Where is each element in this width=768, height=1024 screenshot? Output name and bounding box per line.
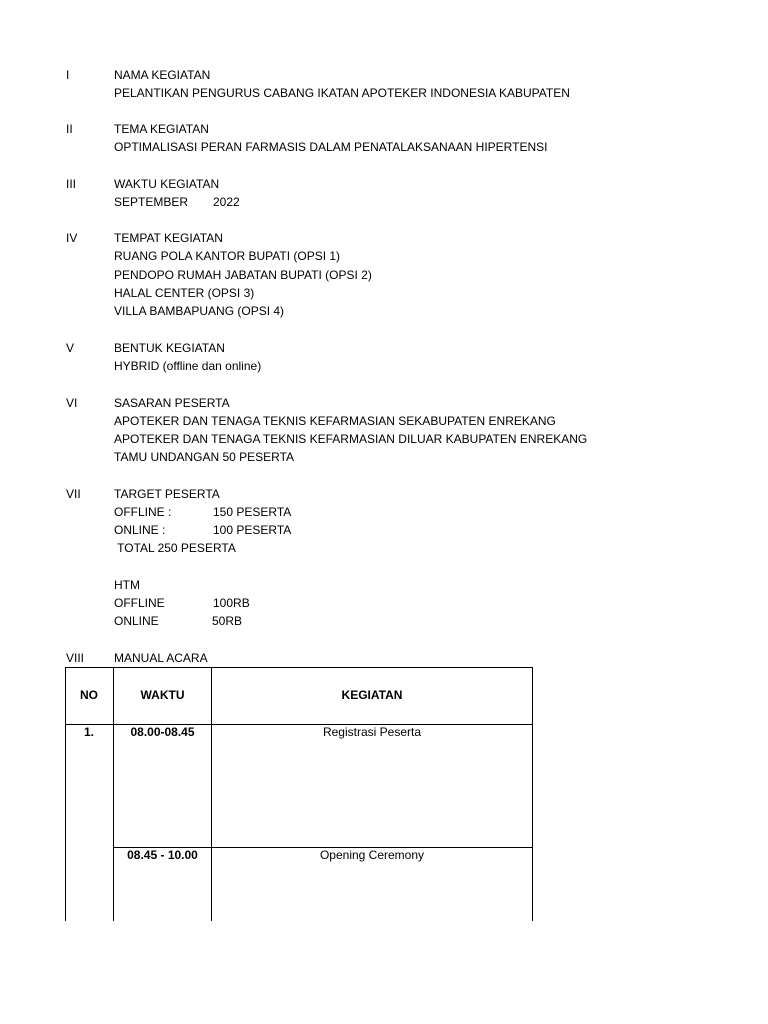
event-month: SEPTEMBER [114,195,189,209]
row-activity: Registrasi Peserta [322,725,422,739]
section-heading: NAMA KEGIATAN [114,68,211,82]
table-column-divider [113,667,114,921]
section-line: TAMU UNDANGAN 50 PESERTA [114,450,295,464]
section-heading: MANUAL ACARA [114,651,208,665]
section-heading: TEMA KEGIATAN [114,122,209,136]
htm-online-value: 50RB [212,614,243,628]
section-heading: WAKTU KEGIATAN [114,177,220,191]
header-no: NO [80,688,98,702]
row-time: 08.45 - 10.00 [127,848,198,862]
section-line: OPTIMALISASI PERAN FARMASIS DALAM PENATALAKSANAAN HIPERTENSI [114,140,548,154]
offline-value: 150 PESERTA [213,505,292,519]
online-label: ONLINE : [114,523,166,537]
venue-option: RUANG POLA KANTOR BUPATI (OPSI 1) [114,249,341,263]
section-numeral: IV [66,231,78,245]
section-heading: TEMPAT KEGIATAN [114,231,223,245]
online-value: 100 PESERTA [213,523,292,537]
schedule-table [65,667,533,921]
table-column-divider [211,667,212,921]
section-numeral: III [66,177,77,191]
htm-heading: HTM [114,578,140,592]
htm-offline-label: OFFLINE [114,596,165,610]
header-waktu: WAKTU [140,688,185,702]
section-numeral: VIII [66,651,85,665]
section-line: APOTEKER DAN TENAGA TEKNIS KEFARMASIAN DILUAR KABUPATEN ENREKANG [114,432,588,446]
venue-option: HALAL CENTER (OPSI 3) [114,286,255,300]
section-numeral: V [66,341,75,355]
htm-online-label: ONLINE [114,614,159,628]
section-line: APOTEKER DAN TENAGA TEKNIS KEFARMASIAN SEKABUPATEN ENREKANG [114,414,556,428]
section-heading: TARGET PESERTA [114,487,220,501]
venue-option: PENDOPO RUMAH JABATAN BUPATI (OPSI 2) [114,268,372,282]
section-line: HYBRID (offline dan online) [114,359,262,373]
table-border [65,667,66,921]
table-border [532,667,533,921]
section-numeral: I [66,68,70,82]
header-kegiatan: KEGIATAN [341,688,403,702]
section-numeral: VII [66,487,81,501]
section-numeral: II [66,122,73,136]
section-line: PELANTIKAN PENGURUS CABANG IKATAN APOTEKER INDONESIA KABUPATEN [114,86,570,100]
row-number: 1. [83,725,94,739]
section-heading: BENTUK KEGIATAN [114,341,225,355]
table-border [65,667,533,668]
offline-label: OFFLINE : [114,505,172,519]
venue-option: VILLA BAMBAPUANG (OPSI 4) [114,304,285,318]
htm-offline-value: 100RB [213,596,250,610]
event-year: 2022 [213,195,240,209]
row-time: 08.00-08.45 [130,725,195,739]
total-participants: TOTAL 250 PESERTA [114,541,236,555]
section-heading: SASARAN PESERTA [114,396,230,410]
row-activity: Opening Ceremony [319,848,425,862]
section-numeral: VI [66,396,78,410]
